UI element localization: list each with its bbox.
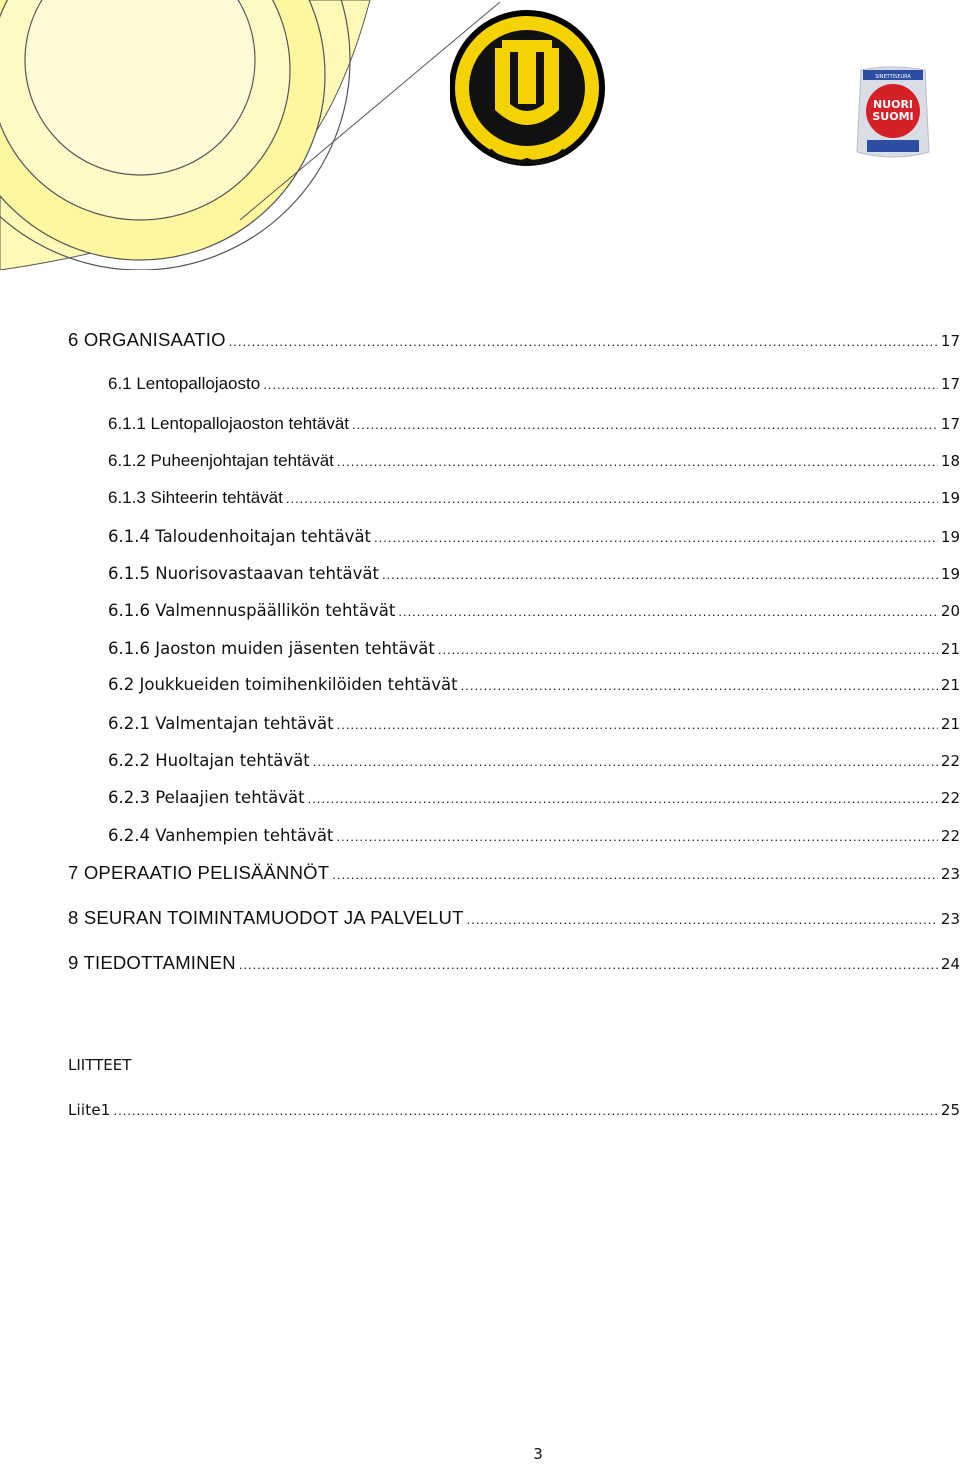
toc-label: 6.2.3 Pelaajien tehtävät: [108, 788, 305, 807]
toc-label: 6.2 Joukkueiden toimihenkilöiden tehtävät: [108, 675, 458, 694]
toc-row[interactable]: [0, 488, 960, 512]
toc-label: 8 SEURAN TOIMINTAMUODOT JA PALVELUT: [68, 907, 464, 928]
toc-row[interactable]: [0, 907, 960, 931]
toc-page: 17: [940, 375, 960, 393]
toc-page: 20: [940, 602, 960, 620]
toc-page: 17: [940, 332, 960, 350]
toc-leader: [382, 567, 938, 582]
toc-row[interactable]: [0, 714, 960, 738]
toc-row[interactable]: [0, 414, 960, 438]
toc-page: 22: [940, 789, 960, 807]
toc-label: 6.1.4 Taloudenhoitajan tehtävät: [108, 527, 372, 546]
page-number: [0, 1445, 960, 1463]
toc-leader: [239, 957, 938, 972]
club-logo: [450, 0, 605, 180]
club-logo-year: 1932: [504, 123, 550, 142]
partner-logo-line1: NUORI: [872, 98, 914, 111]
toc-leader: [308, 791, 938, 806]
toc-label: 6.1.6 Valmennuspäällikön tehtävät: [108, 601, 396, 620]
toc-leader: [229, 334, 938, 349]
toc-leader: [398, 604, 938, 619]
toc-row[interactable]: [0, 826, 960, 850]
toc-leader: [467, 912, 938, 927]
toc-label: 6.2.4 Vanhempien tehtävät: [108, 826, 334, 845]
toc-label: 6.1 Lentopallojaosto: [108, 374, 261, 393]
toc-page: 24: [940, 955, 960, 973]
toc-label: 7 OPERAATIO PELISÄÄNNÖT: [68, 862, 330, 883]
appendix-heading: LIITTEET: [68, 1056, 132, 1074]
toc-label: 6.2.2 Huoltajan tehtävät: [108, 751, 310, 770]
toc-row[interactable]: [0, 862, 960, 886]
toc-leader: [263, 377, 938, 392]
toc-page: 25: [940, 1101, 960, 1119]
toc-page: 23: [940, 910, 960, 928]
toc-page: 23: [940, 865, 960, 883]
toc-page: 19: [940, 528, 960, 546]
partner-logo-line2: SUOMI: [872, 110, 914, 123]
toc-page: 21: [940, 676, 960, 694]
toc-leader: [337, 454, 938, 469]
toc-page: 21: [940, 715, 960, 733]
toc-label: 9 TIEDOTTAMINEN: [68, 952, 236, 973]
toc-leader: [332, 867, 938, 882]
page-number-text: 3: [533, 1445, 543, 1463]
toc-row[interactable]: [0, 329, 960, 353]
toc-row[interactable]: [0, 601, 960, 625]
toc-row[interactable]: [0, 788, 960, 812]
toc-leader: [337, 717, 938, 732]
toc-row[interactable]: [0, 451, 960, 475]
appendix-row[interactable]: [0, 1101, 960, 1125]
toc-leader: [461, 678, 938, 693]
toc-row[interactable]: [0, 675, 960, 699]
toc-leader: [352, 417, 938, 432]
toc-page: 22: [940, 827, 960, 845]
toc-leader: [313, 754, 938, 769]
toc-label: 6.2.1 Valmentajan tehtävät: [108, 714, 334, 733]
toc-row[interactable]: [0, 952, 960, 976]
toc-page: 18: [940, 452, 960, 470]
toc-page: 21: [940, 640, 960, 658]
toc-row[interactable]: [0, 564, 960, 588]
toc-row[interactable]: [0, 527, 960, 551]
toc-label: Liite1: [68, 1101, 111, 1119]
toc-label: 6 ORGANISAATIO: [68, 329, 226, 350]
toc-label: 6.1.2 Puheenjohtajan tehtävät: [108, 451, 334, 470]
toc-row[interactable]: [0, 639, 960, 663]
toc-leader: [438, 642, 938, 657]
toc-leader: [286, 491, 938, 506]
toc-row[interactable]: [0, 374, 960, 398]
toc-leader: [374, 530, 938, 545]
toc-label: 6.1.3 Sihteerin tehtävät: [108, 488, 283, 507]
toc-page: 19: [940, 489, 960, 507]
toc-leader: [336, 829, 938, 844]
decorative-circles: [0, 0, 520, 270]
toc-leader: [114, 1103, 938, 1118]
toc-label: 6.1.6 Jaoston muiden jäsenten tehtävät: [108, 639, 435, 658]
toc-label: 6.1.5 Nuorisovastaavan tehtävät: [108, 564, 379, 583]
partner-logo-top-text: SINETTISEURA: [875, 74, 911, 80]
nuori-suomi-logo: [853, 66, 933, 164]
toc-row[interactable]: [0, 751, 960, 775]
toc-page: 19: [940, 565, 960, 583]
toc-page: 17: [940, 415, 960, 433]
toc-page: 22: [940, 752, 960, 770]
toc-label: 6.1.1 Lentopallojaoston tehtävät: [108, 414, 350, 433]
